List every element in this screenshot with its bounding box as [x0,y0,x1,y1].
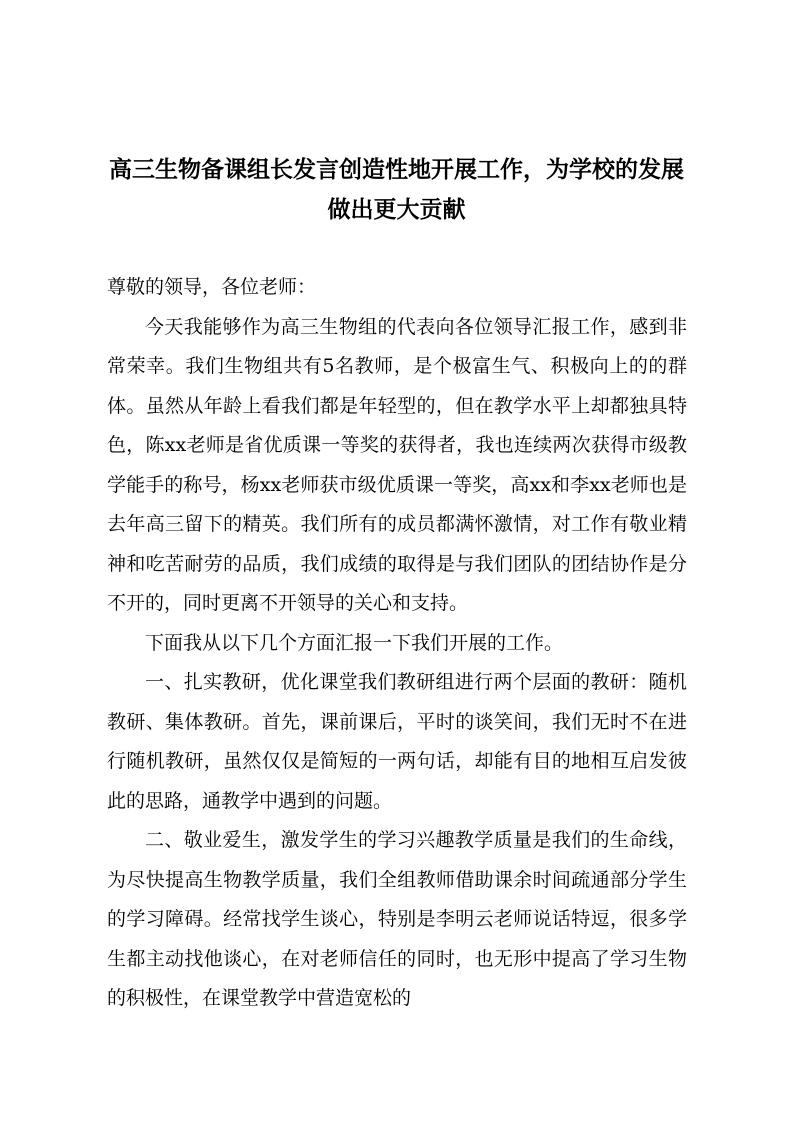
salutation: 尊敬的领导，各位老师： [107,276,317,298]
paragraph-section-one: 一、扎实教研，优化课堂我们教研组进行两个层面的教研：随机教研、集体教研。首先，课前课后，平时的谈笑间，我们无时不在进行随机教研，虽然仅仅是简短的一两句话，却能有目的地相互启发彼此的思路，通教学中遇到的问题。 [107,671,687,812]
paragraph-overview: 下面我从以下几个方面汇报一下我们开展的工作。 [145,631,564,654]
paragraph-section-two: 二、敬业爱生，激发学生的学习兴趣教学质量是我们的生命线，为尽快提高生物教学质量，我们全组教师借助课余时间疏通部分学生的学习障碍。经常找学生谈心，特别是李明云老师说话特逗，很多学生都主动找他谈心，在对老师信任的同时，也无形中提高了学习生物的积极性，在课堂教学中营造宽松的 [107,829,687,1009]
document-body [107,268,687,1019]
paragraph-intro: 今天我能够作为高三生物组的代表向各位领导汇报工作，感到非常荣幸。我们生物组共有5名教师，是个极富生气、积极向上的的群体。虽然从年龄上看我们都是年轻型的，但在教学水平上却都独具特色，陈xx老师是省优质课一等奖的获得者，我也连续两次获得市级教学能手的称号，杨xx老师获市级优质课一等奖，高xx和李xx老师也是去年高三留下的精英。我们所有的成员都满怀激情，对工作有敬业精神和吃苦耐劳的品质，我们成绩的取得是与我们团队的团结协作是分不开的，同时更离不开领导的关心和支持。 [107,315,687,614]
document-title: 高三生物备课组长发言创造性地开展工作，为学校的发展做出更大贡献 [109,157,684,223]
